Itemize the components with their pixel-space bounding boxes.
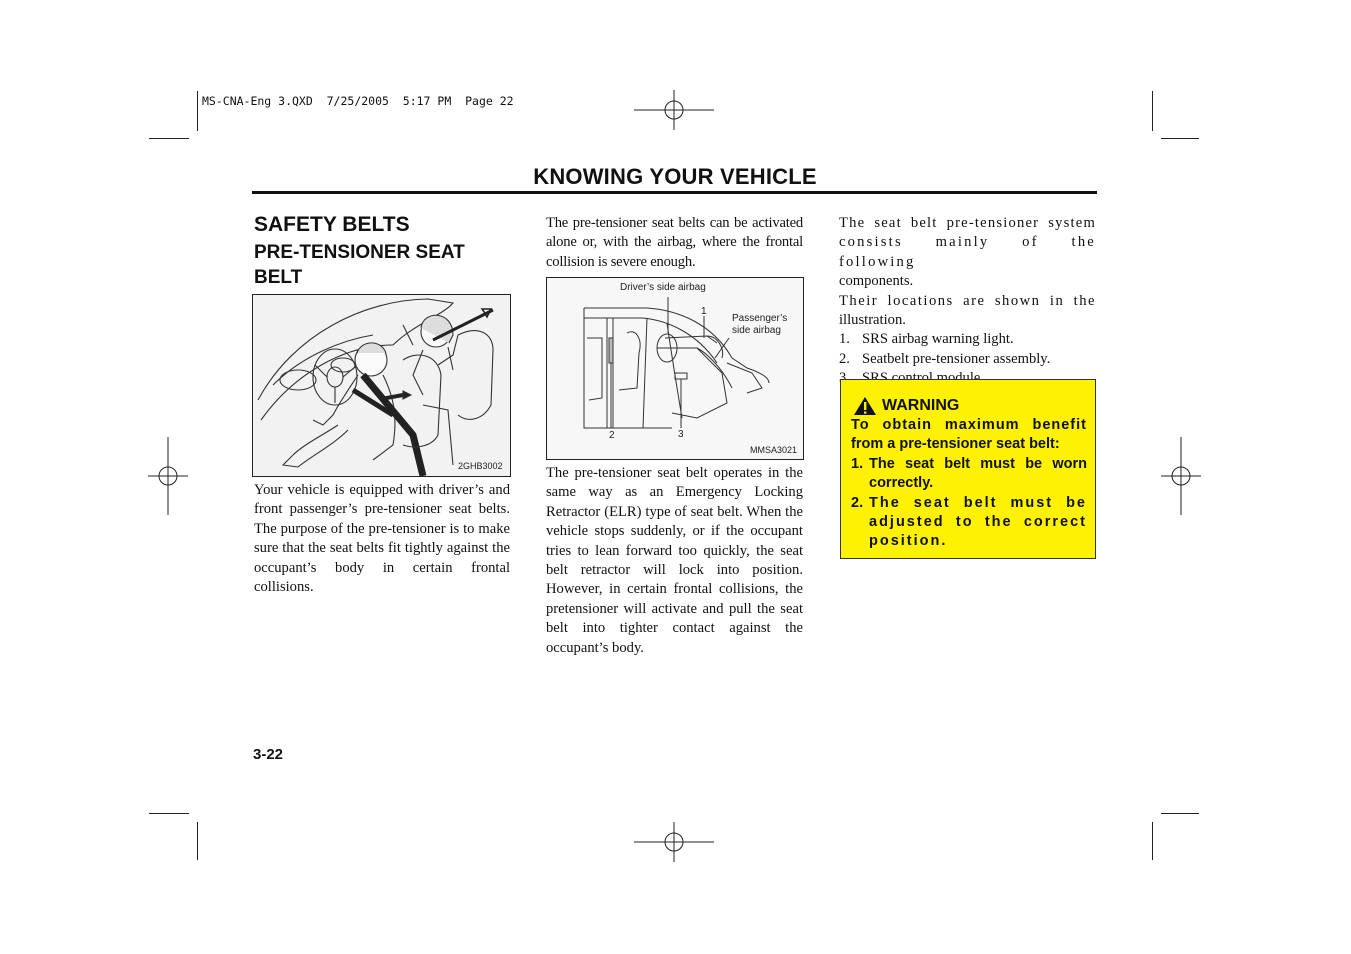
list-item: 2. Seatbelt pre-tensioner assembly. [839,350,1051,367]
figure-code: MMSA3021 [750,445,798,455]
car-cutaway-illustration [547,278,803,459]
col2-intro: The pre-tensioner seat belts can be activated alone or, with the airbag, where the frontal collision is severe enough. [546,215,803,270]
figure-airbag-locations [546,277,804,460]
warning-item: 2. The seat belt must be adjusted to the correct position. [851,494,1087,550]
warning-intro-line: To obtain maximum benefit [851,417,1087,433]
label-driver-airbag: Driver’s side airbag [620,282,706,293]
col3-text [839,214,1096,389]
registration-mark-bottom [634,822,714,862]
label-passenger-airbag-line2: side airbag [732,325,781,336]
col2-paragraph: The pre-tensioner seat belt operates in the same way as an Emergency Locking Retractor (ELR) type of seat belt. When the vehicle stops suddenly, or if the occupant tries to lean forward too quickly, the seat belt retractor will lock into position. However, in certain frontal collisions, the pretensioner will activate and pull the seat belt into tighter contact against the occupant’s body. [546,465,803,656]
occupants-illustration [253,295,510,476]
warning-triangle-icon [853,396,877,416]
label-passenger-airbag-line1: Passenger’s [732,313,788,324]
page-number: 3-22 [253,746,284,763]
registration-mark-top [634,90,714,130]
col3-line: consists mainly of the following [839,234,1096,270]
col3-line: Their locations are shown in the [839,292,1096,309]
registration-mark-right [1161,437,1201,515]
warning-title: WARNING [882,397,960,414]
col3-line: The seat belt pre-tensioner system [839,215,1096,231]
callout-3: 3 [678,429,684,440]
print-slug: MS-CNA-Eng 3.QXD 7/25/2005 5:17 PM Page 22 [202,94,514,108]
callout-2: 2 [609,430,615,441]
section-subtitle: PRE-TENSIONER SEAT BELT [254,242,465,288]
warning-body [851,416,1087,552]
warning-item: 1. The seat belt must be worn correctly. [851,455,1087,492]
list-item: 1. SRS airbag warning light. [839,331,1014,348]
header-rule [252,191,1097,194]
col1-paragraph: Your vehicle is equipped with driver’s and front passenger’s pre-tensioner seat belts. The purpose of the pre-tensioner is to make sure that the seat belts fit tightly against the occupant’s body in certain frontal collisions. [254,482,510,596]
figure-code: 2GHB3002 [458,461,503,471]
warning-intro-line: from a pre-tensioner seat belt: [851,436,1060,453]
col3-line: components. [839,273,914,290]
warning-heading [853,396,959,416]
section-title: SAFETY BELTS [254,213,410,236]
page-header-title: KNOWING YOUR VEHICLE [533,164,817,189]
figure-occupants [252,294,511,477]
col3-line: illustration. [839,312,906,329]
callout-1: 1 [701,306,707,317]
registration-mark-left [148,437,188,515]
warning-box [840,379,1096,559]
